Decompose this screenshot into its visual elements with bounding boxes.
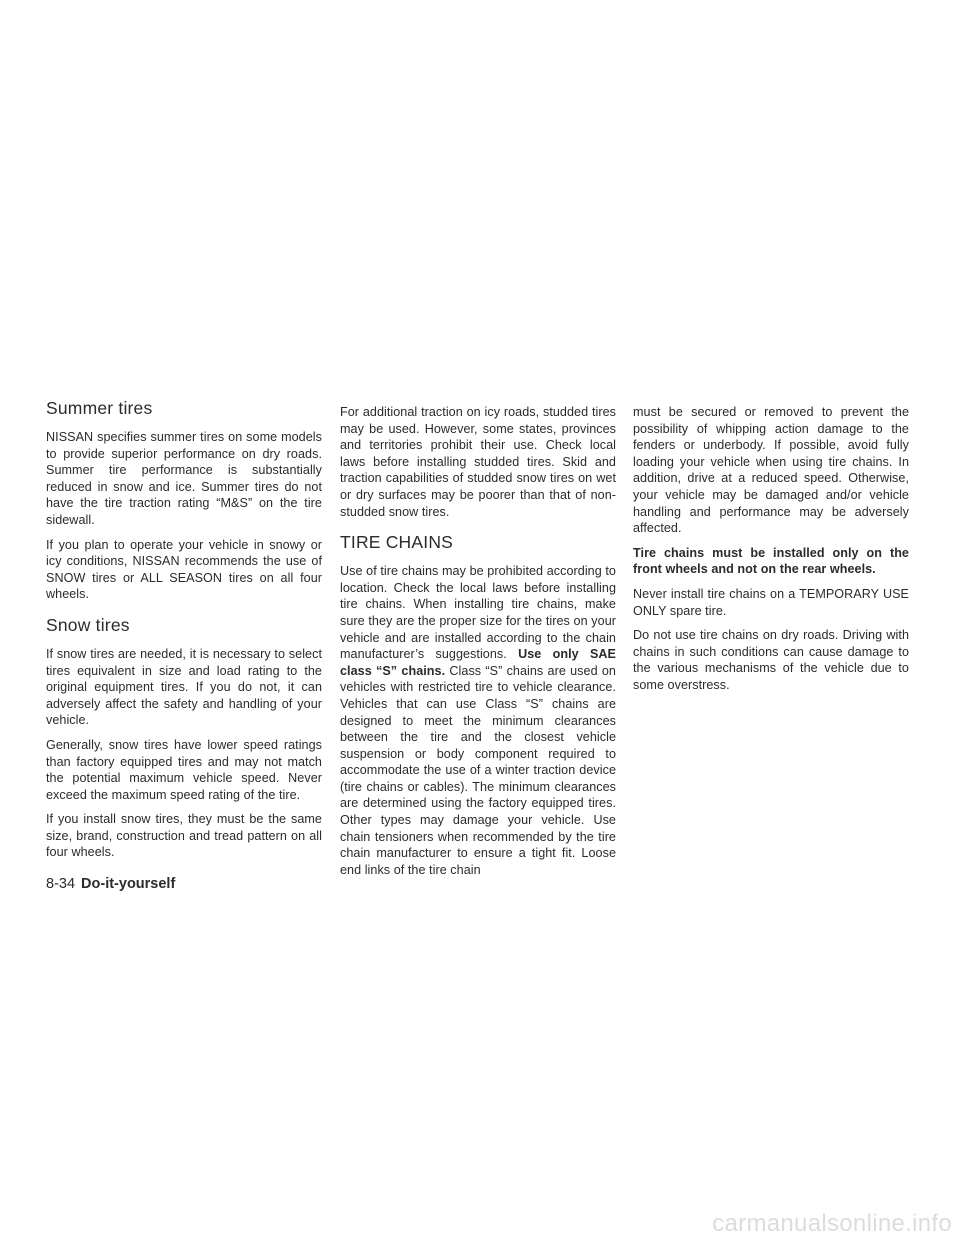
- page-number: 8-34: [46, 876, 76, 892]
- summer-tires-paragraph-1: NISSAN specifies summer tires on some models to provide superior performance on dry roads. Summer tire performance is substantially reduced in snow and ice. Summer tires do not have the tire traction rating “M&S” on the tire sidewall.: [46, 430, 322, 527]
- tire-chains-paragraph: [340, 563, 616, 878]
- snow-tires-paragraph-3: If you install snow tires, they must be the same size, brand, construction and tread pattern on all four wheels.: [46, 812, 322, 860]
- column-3: [633, 404, 909, 702]
- tire-chains-text-b: Class “S” chains are used on vehicles with restricted tire to vehicle clearance. Vehicles that can use Class “S” chains are designed to meet the minimum clearances between the tire and the closest vehicle suspension or body component required to accommodate the use of a winter traction device (tire chains or cables). The minimum clearances are determined using the factory equipped tires. Other types may damage your vehicle. Use chain tensioners when recommended by the tire chain manufacturer to ensure a tight fit. Loose end links of the tire chain: [340, 663, 616, 877]
- snow-tires-paragraph-1: If snow tires are needed, it is necessary to select tires equivalent in size and load rating to the original equipment tires. If you do not, it can adversely affect the safety and handling of your vehicle.: [46, 646, 322, 728]
- sae-class-s-warning: Use only SAE class “S” chains.: [340, 647, 616, 678]
- front-wheels-warning: [633, 545, 909, 578]
- studded-tires-paragraph: For additional traction on icy roads, studded tires may be used. However, some states, provinces and territories prohibit their use. Check local laws before installing studded tires. Skid and traction capabilities of studded snow tires on wet or dry surfaces may be poorer than that of non-studded snow tires.: [340, 405, 616, 519]
- section-title: Do-it-yourself: [81, 876, 176, 892]
- watermark: carmanualsonline.info: [712, 1210, 952, 1237]
- summer-tires-paragraph-2: If you plan to operate your vehicle in snowy or icy conditions, NISSAN recommends the use of SNOW tires or ALL SEASON tires on all four wheels.: [46, 537, 322, 602]
- snow-tires-heading: Snow tires: [46, 614, 130, 635]
- page-footer: [46, 876, 175, 892]
- front-wheels-warning-text: Tire chains must be installed only on the front wheels and not on the rear wheels.: [633, 545, 909, 577]
- column-1: [46, 398, 322, 869]
- snow-tires-paragraph-2: Generally, snow tires have lower speed ratings than factory equipped tires and may not match the potential maximum vehicle speed. Never exceed the maximum speed rating of the tire.: [46, 737, 322, 802]
- column-2: [340, 404, 616, 886]
- summer-tires-heading: Summer tires: [46, 398, 153, 418]
- temporary-spare-paragraph: Never install tire chains on a TEMPORARY USE ONLY spare tire.: [633, 586, 909, 618]
- dry-roads-paragraph: Do not use tire chains on dry roads. Driving with chains in such conditions can cause damage to the various mechanisms of the vehicle due to some overstress.: [633, 628, 909, 692]
- tire-chains-text-a: Use of tire chains may be prohibited according to location. Check the local laws before installing tire chains. When installing tire chains, make sure they are the proper size for the tires on your vehicle and are installed according to the chain manufacturer’s suggestions.: [340, 564, 616, 662]
- chains-continued-paragraph: must be secured or removed to prevent the possibility of whipping action damage to the fenders or underbody. If possible, avoid fully loading your vehicle when using tire chains. In addition, drive at a reduced speed. Otherwise, your vehicle may be damaged and/or vehicle handling and performance may be adversely affected.: [633, 405, 909, 536]
- tire-chains-heading: TIRE CHAINS: [340, 532, 454, 553]
